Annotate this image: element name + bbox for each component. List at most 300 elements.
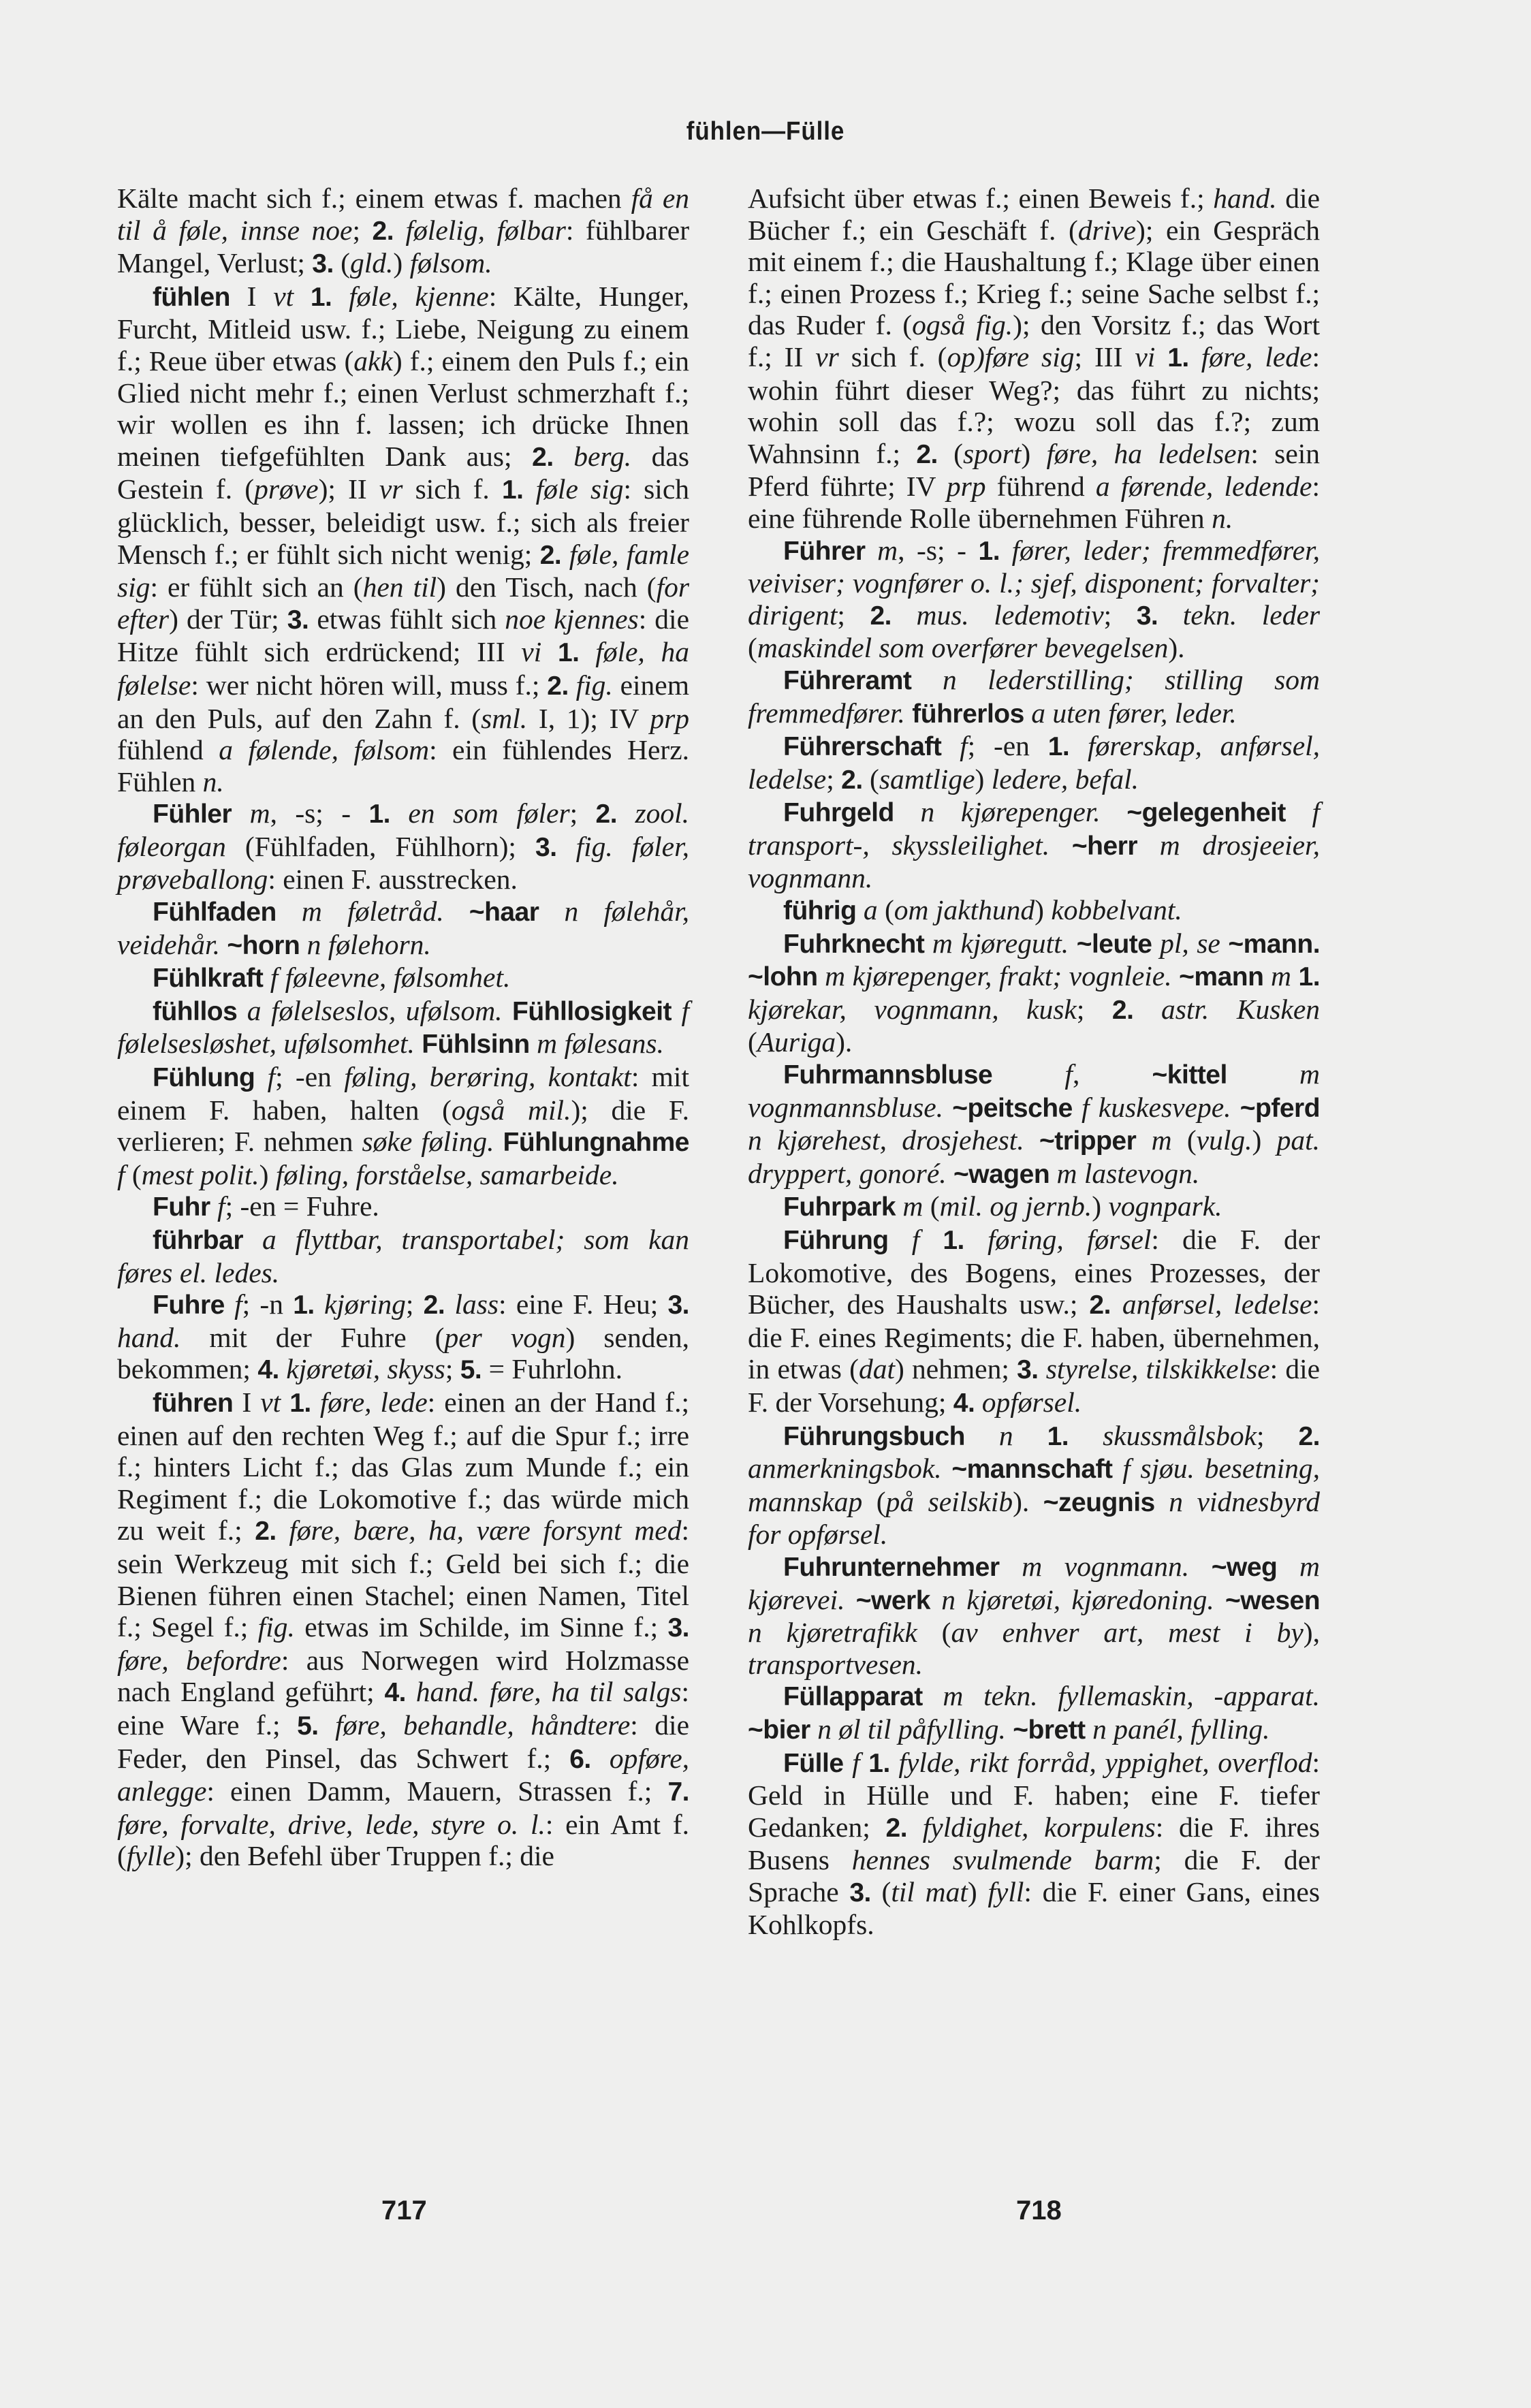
headword-text: 2. (1111, 995, 1134, 1025)
entry-text (975, 1387, 981, 1418)
headword-text: 1. (978, 536, 1000, 566)
headword-text: Fülle (783, 1748, 844, 1778)
headword-text: fühlen (153, 282, 230, 312)
entry-text: das Gestein f. ( (117, 440, 689, 505)
entry-text (1152, 928, 1161, 959)
translation-text: drive (1077, 214, 1137, 246)
entry-text (294, 281, 311, 312)
entry-text: sich f. ( (838, 340, 947, 373)
dictionary-entry (748, 730, 1320, 796)
headword-text: ~mannschaft (951, 1455, 1113, 1485)
translation-text: a førende, ledende (1095, 471, 1312, 503)
entry-continuation (748, 183, 1320, 535)
translation-text: hen til (362, 571, 437, 603)
entry-text: : wer nicht hören will, muss f.; (191, 669, 548, 701)
headword-text: 2. (372, 216, 394, 246)
entry-text (494, 1126, 503, 1157)
translation-text: f følelsesløshet, ufølsomhet. (117, 994, 690, 1060)
translation-text: fører, leder; fremmedfører, veiviser; vognfører o. l.; sjef, disponent; forvalter; dirigent (748, 534, 1321, 631)
entry-text (415, 1028, 422, 1059)
translation-text: fig. føler, prøveballong (117, 830, 690, 896)
dictionary-entry (748, 1747, 1320, 1942)
headword-text: 1. (293, 1290, 315, 1320)
translation-text: n panél, fylling. (1092, 1713, 1270, 1745)
translation-text: n kjøretøi, kjøredoning. (941, 1583, 1214, 1615)
entry-text: (Fühlfaden, Fühlhorn); (225, 830, 536, 862)
entry-text (617, 797, 635, 829)
headword-text: Fuhrpark (783, 1192, 896, 1222)
entry-text (1291, 960, 1299, 992)
translation-text: m følesans. (537, 1028, 664, 1060)
entry-text (1113, 1453, 1123, 1484)
translation-text: vr (815, 340, 839, 373)
dictionary-entry (748, 664, 1320, 730)
page-number-left: 717 (381, 2196, 427, 2225)
translation-text: føling, forståelse, samarbeide. (275, 1158, 619, 1190)
entry-text (896, 1190, 902, 1222)
translation-text: m føletråd. (301, 896, 444, 928)
translation-text: også fig. (912, 309, 1013, 341)
translation-text: fig. (575, 669, 613, 701)
entry-text: : die F. einer Gans, eines Kohlkopfs. (748, 1875, 1320, 1941)
entry-text: I, 1); IV (527, 702, 650, 734)
dictionary-entry (748, 1058, 1320, 1190)
entry-text (860, 1747, 869, 1778)
entry-text (444, 896, 469, 927)
translation-text: vt (273, 280, 294, 312)
headword-text: 3. (667, 1290, 690, 1320)
headword-text: Füllapparat (783, 1682, 923, 1712)
translation-text: n følehorn. (306, 928, 431, 960)
entry-text: : Geld in Hülle und F. haben; eine F. tiefer Gedanken; (748, 1746, 1321, 1843)
translation-text: også mil. (451, 1094, 571, 1126)
entry-text: : sein Werkzeug mit sich f.; Geld bei sich f.; die Bienen führen einen Stachel; einen Namen, Titel f.; Segel f.; (117, 1515, 689, 1643)
entry-text: , -s; - (270, 797, 369, 829)
headword-text: 2. (841, 765, 863, 795)
entry-text: : die Feder, den Pinsel, das Schwert f.; (117, 1709, 690, 1774)
dictionary-entry (748, 1551, 1320, 1680)
headword-text: führig (783, 896, 857, 926)
translation-text: skussmålsbok (1103, 1419, 1257, 1451)
headword-text: führbar (153, 1226, 243, 1255)
entry-text (1214, 1584, 1225, 1615)
entry-text: , -s; - (898, 534, 979, 566)
entry-text (889, 1224, 912, 1255)
headword-text: 2. (595, 799, 618, 829)
translation-text: astr. Kusken (1161, 993, 1320, 1025)
translation-text: m vognmann. (1022, 1550, 1190, 1582)
translation-text: transportvesen. (748, 1648, 924, 1680)
entry-text (810, 1713, 817, 1745)
entry-text: etwas im Schilde, im Sinne f.; (294, 1611, 668, 1643)
entry-text (923, 1680, 943, 1711)
entry-text: ); die F. verlieren; F. nehmen (117, 1094, 690, 1158)
translation-text: akk (353, 345, 393, 377)
translation-text: n lederstilling; stilling som fremmedfører. (748, 663, 1320, 729)
headword-text: 2. (547, 671, 569, 701)
translation-text: føre, forvalte, drive, lede, styre o. l. (117, 1808, 546, 1840)
entry-text: : er fühlt sich an ( (150, 571, 363, 603)
entry-text (1231, 1092, 1240, 1123)
translation-text: f transport-, skyssleilighet. (748, 796, 1321, 861)
entry-text: : die F. der Lokomotive, des Bogens, eines Prozesses, der Bücher, des Haushalts usw.; (748, 1224, 1321, 1320)
entry-text (907, 1811, 923, 1843)
translation-text: prp (946, 471, 986, 503)
translation-text: førerskap, anførsel, ledelse (748, 730, 1321, 795)
translation-text: fylle (126, 1840, 176, 1872)
entry-text (1024, 1124, 1039, 1156)
entry-text: : die F. eines Regiments; die F. haben, übernehmen, in etwas ( (748, 1288, 1321, 1385)
entry-text (1220, 928, 1229, 959)
headword-text: 4. (953, 1388, 975, 1418)
headword-text: Fühlung (153, 1063, 255, 1093)
translation-text: m (1271, 960, 1291, 992)
translation-text: følsom. (409, 247, 492, 279)
entry-text (1136, 1124, 1151, 1156)
translation-text: hand. føre, ha til salgs (415, 1676, 682, 1708)
entry-text (1069, 928, 1077, 959)
translation-text: f sjøu. besetning, mannskap (748, 1453, 1321, 1517)
dictionary-entry (748, 928, 1320, 1058)
translation-text: av enhver art, mest i by (951, 1617, 1304, 1649)
entry-text: I (233, 1386, 261, 1418)
translation-text: en som føler (408, 797, 570, 829)
headword-text: Führerschaft (783, 732, 942, 762)
entry-text: , (1072, 1058, 1152, 1090)
entry-text: ( (917, 1617, 951, 1649)
headword-text: Fühler (153, 799, 232, 829)
headword-text: ~wagen (953, 1159, 1050, 1189)
translation-text: vr (379, 473, 403, 505)
headword-text: Führung (783, 1226, 889, 1255)
translation-text: føre, lede (1201, 340, 1312, 373)
headword-text: 2. (532, 442, 554, 472)
entry-text (561, 539, 569, 570)
translation-text: n (998, 1419, 1013, 1451)
entry-text: ); ein Gespräch mit einem f.; die Haushaltung f.; Klage über einen f.; einen Prozess f.; Krieg f.; seine Sache selbst f.; das Ruder f. ( (748, 214, 1320, 341)
entry-text: ( (862, 763, 879, 795)
translation-text: n kjørepenger. (920, 796, 1101, 828)
entry-text (569, 669, 576, 701)
entry-text: : eine Ware f.; (117, 1676, 690, 1741)
page-number-right: 718 (1016, 2196, 1062, 2225)
entry-text (964, 1224, 988, 1255)
translation-text: føre, lede (319, 1386, 428, 1418)
translation-text: m drosjeeier, vognmann. (748, 829, 1320, 894)
headword-text: fühllos (153, 996, 238, 1026)
entry-text (866, 535, 878, 566)
entry-text (1073, 1092, 1082, 1123)
entry-text: ; (569, 797, 596, 829)
entry-text: I (230, 280, 274, 312)
headword-text: 1. (501, 475, 524, 505)
translation-text: dat (858, 1353, 895, 1385)
translation-text: noe kjennes (505, 603, 639, 635)
entry-text (1069, 1420, 1103, 1451)
headword-text: 2. (255, 1517, 277, 1547)
entry-text: : einen Damm, Mauern, Strassen f.; (206, 1775, 668, 1807)
headword-text: Fuhrunternehmer (783, 1552, 1000, 1582)
entry-text (1111, 1288, 1122, 1320)
headword-text: 1. (1167, 343, 1189, 373)
entry-text: ) (967, 1875, 988, 1907)
translation-text: m (877, 534, 898, 566)
entry-text: ; (1103, 599, 1137, 631)
entry-text: : sein Pferd führte; IV (748, 437, 1321, 503)
headword-text: ~weg (1211, 1552, 1278, 1582)
translation-text: f (234, 1288, 242, 1320)
headword-text: 2. (1089, 1290, 1111, 1320)
dictionary-entry (117, 995, 689, 1061)
entry-text (277, 896, 302, 927)
dictionary-entry (748, 1224, 1320, 1420)
headword-text: 3. (1136, 601, 1158, 631)
translation-text: m (249, 797, 270, 829)
translation-text: kobbelvant. (1051, 894, 1182, 926)
entry-text: ; -en (275, 1061, 345, 1093)
entry-text (311, 1387, 320, 1418)
headword-text: 6. (569, 1744, 591, 1774)
entry-text (1158, 599, 1183, 631)
entry-text: : Kälte, Hunger, Furcht, Mitleid usw. f.; Liebe, Neigung zu einem f.; Reue über etwas ( (117, 280, 690, 377)
headword-text: 2. (1298, 1421, 1321, 1451)
headword-text: 2. (870, 601, 892, 631)
translation-text: kjørekar, vognmann, kusk (748, 993, 1077, 1025)
headword-text: 4. (384, 1678, 406, 1708)
translation-text: mest polit. (141, 1158, 259, 1190)
translation-text: Auriga (757, 1026, 836, 1058)
translation-text: hand. (117, 1321, 181, 1353)
entry-text (1172, 960, 1180, 992)
entry-text: ) senden, bekommen; (117, 1321, 689, 1385)
entry-text (1155, 1486, 1169, 1517)
entry-text (930, 1584, 941, 1615)
headword-text: 1. (1047, 732, 1070, 762)
translation-text: styrelse, tilskikkelse (1045, 1353, 1270, 1385)
translation-text: f kuskesvepe. (1082, 1091, 1231, 1123)
entry-text (890, 1747, 899, 1778)
entry-text: : fühlbarer Mangel, Verlust; (117, 214, 690, 279)
dictionary-entry (748, 1420, 1320, 1551)
entry-text (1049, 829, 1072, 861)
entry-text (1000, 535, 1012, 566)
translation-text: fylde, rikt forråd, yppighet, overflod (898, 1746, 1312, 1778)
dictionary-entry (117, 962, 689, 995)
headword-text: 2. (539, 540, 562, 570)
entry-text (1155, 341, 1167, 373)
headword-text: 3. (312, 249, 334, 279)
headword-text: 1. (557, 638, 580, 668)
translation-text: gld. (349, 247, 394, 279)
entry-text (503, 995, 512, 1026)
translation-text: få en til å føle, innse noe (117, 183, 689, 246)
entry-text (1189, 341, 1201, 373)
entry-text (225, 1288, 234, 1320)
entry-text (281, 1387, 289, 1418)
entry-text: : eine führende Rolle übernehmen Führen (748, 471, 1320, 534)
entry-text: mit der Fuhre ( (180, 1321, 445, 1353)
translation-text: søke føling. (362, 1126, 494, 1158)
right-column (748, 183, 1320, 1941)
entry-text (315, 1288, 324, 1320)
entry-text (541, 636, 558, 667)
translation-text: f (960, 730, 968, 762)
entry-text: ; (826, 763, 842, 795)
entry-text: : einen F. ausstrecken. (268, 864, 518, 896)
translation-text: a uten fører, leder. (1031, 697, 1237, 729)
entry-text (894, 796, 921, 827)
translation-text: a følende, følsom (219, 734, 430, 766)
entry-text (390, 797, 408, 829)
entry-text (237, 995, 247, 1026)
entry-text (1137, 829, 1160, 861)
translation-text: f (911, 1224, 920, 1255)
entry-text (891, 599, 917, 631)
entry-text (445, 1288, 454, 1320)
entry-text: ) (1021, 437, 1047, 469)
entry-text: ; (352, 214, 373, 246)
headword-text: 1. (1047, 1421, 1069, 1451)
entry-text (1006, 1713, 1013, 1745)
entry-text: : ein Amt f. ( (117, 1808, 689, 1872)
headword-text: ~pferd (1240, 1093, 1321, 1123)
headword-text: 3. (849, 1878, 871, 1907)
entry-text (943, 1092, 952, 1123)
entry-text (1227, 1058, 1299, 1090)
translation-text: føle, kjenne (349, 280, 489, 312)
entry-text: ), (1303, 1617, 1320, 1649)
translation-text: pl, se (1160, 927, 1220, 959)
dictionary-entry (748, 535, 1320, 664)
translation-text: hand. (1213, 183, 1277, 214)
translation-text: vi (521, 636, 542, 668)
headword-text: 2. (885, 1813, 908, 1843)
entry-text (406, 1676, 416, 1707)
headword-text: Führungsbuch (783, 1421, 965, 1451)
entry-text (924, 928, 932, 959)
translation-text: f (267, 1061, 276, 1093)
entry-text: ( (923, 1190, 940, 1222)
translation-text: vt (260, 1386, 281, 1418)
headword-text: ~wesen (1225, 1585, 1321, 1615)
entry-text: : aus Norwegen wird Holzmasse nach England geführt; (117, 1644, 690, 1708)
entry-text (210, 1190, 217, 1222)
entry-text: ) (393, 247, 410, 279)
translation-text: m kjørevei. (748, 1550, 1320, 1615)
translation-text: zool. føleorgan (117, 797, 690, 862)
entry-text (554, 441, 574, 472)
translation-text: føring, førsel (987, 1224, 1152, 1255)
translation-text: f føleevne, følsomhet. (270, 962, 511, 994)
entry-text: ). (1013, 1485, 1043, 1517)
entry-text: : mit einem F. haben, halten ( (117, 1061, 689, 1126)
entry-text: ( (1171, 1124, 1197, 1156)
headword-text: ~leute (1076, 929, 1152, 959)
running-head: fühlen—Fülle (686, 117, 845, 146)
translation-text: opførsel. (981, 1386, 1082, 1418)
headword-text: 5. (460, 1355, 482, 1385)
entry-text: = Fuhrlohn. (482, 1353, 622, 1385)
translation-text: føre, befordre (117, 1644, 281, 1676)
headword-text: führen (153, 1388, 234, 1418)
headword-text: ~gelegenheit (1126, 798, 1286, 828)
entry-text: ); II (318, 473, 379, 505)
entry-text: ; (405, 1288, 424, 1320)
entry-text: : eine F. Heu; (499, 1288, 668, 1320)
entry-text (557, 831, 576, 862)
dictionary-entry (748, 796, 1320, 894)
entry-text: die Bücher f.; ein Geschäft f. ( (748, 183, 1321, 246)
headword-text: 1. (289, 1388, 311, 1418)
translation-text: n øl til påfylling. (817, 1713, 1006, 1745)
entry-text: einem an den Puls, auf den Zahn f. ( (117, 669, 690, 734)
entry-text (539, 896, 564, 927)
entry-text: ( (748, 632, 757, 664)
headword-text: ~haar (469, 898, 539, 928)
headword-text: 1. (943, 1226, 964, 1255)
headword-text: 3. (535, 832, 557, 862)
headword-text: führerlos (912, 699, 1024, 729)
headword-text: Fühlfaden (153, 898, 277, 928)
entry-text (1277, 1551, 1299, 1582)
translation-text: føle, famle sig (117, 538, 689, 603)
entry-text: : sich glücklich, besser, beleidigt usw. f.; sich als freier Mensch f.; er fühlt sich nicht wenig; (117, 473, 689, 570)
headword-text: ~horn (227, 930, 300, 960)
entry-text: ) (1252, 1124, 1277, 1156)
translation-text: føre, bære, ha, være forsynt med (289, 1515, 682, 1547)
headword-text: Führeramt (783, 665, 912, 695)
entry-text: ); den Befehl über Truppen f.; die (175, 1840, 554, 1872)
headword-text: Fühlungnahme (503, 1128, 689, 1158)
translation-text: per vogn (444, 1321, 566, 1353)
entry-text: ; -en = Fuhre. (225, 1190, 379, 1222)
entry-text: : die F. ihres Busens (748, 1811, 1320, 1876)
headword-text: Fühlkraft (153, 964, 264, 994)
entry-text (905, 697, 912, 729)
translation-text: føle sig (535, 473, 624, 505)
entry-text (947, 1158, 953, 1189)
entry-text: ; die F. der Sprache (748, 1844, 1320, 1907)
translation-text: m (1151, 1124, 1172, 1156)
dictionary-entry (117, 1387, 689, 1872)
entry-text: : einen an der Hand f.; einen auf den rechten Weg f.; auf die Spur f.; irre f.; hinters Licht f.; das Glas zum Munde f.; ein Regiment f.; die Lokomotive f.; das würde mich zu weit f.; (117, 1386, 690, 1547)
entry-text (844, 1747, 853, 1778)
translation-text: prp (650, 702, 689, 734)
translation-text: føre, ha ledelsen (1046, 437, 1251, 469)
dictionary-entry (748, 1190, 1320, 1224)
translation-text: m (902, 1190, 924, 1222)
translation-text: n kjørehest, drosjehest. (748, 1124, 1024, 1156)
entry-text (1024, 697, 1031, 729)
entry-text: ( (125, 1158, 142, 1190)
translation-text: prøve (254, 473, 319, 505)
headword-text: Führer (783, 536, 866, 566)
translation-text: f (852, 1746, 860, 1778)
translation-text: anførsel, ledelse (1122, 1288, 1312, 1320)
translation-text: m tekn. fyllemaskin, -apparat. (943, 1680, 1321, 1712)
entry-text (1086, 1713, 1092, 1745)
entry-text: ; -n (242, 1288, 294, 1320)
entry-text (911, 664, 943, 695)
entry-text: ); den Vorsitz f.; das Wort f.; II (748, 309, 1320, 373)
headword-text: 2. (916, 439, 938, 469)
entry-text: ; -en (967, 730, 1048, 762)
entry-text (1039, 1353, 1046, 1384)
translation-text: a flyttbar, transportabel; som kan føres el. ledes. (117, 1224, 690, 1288)
translation-text: lass (454, 1288, 499, 1320)
dictionary-entry (117, 1224, 689, 1288)
entry-text: ) (1035, 894, 1052, 926)
